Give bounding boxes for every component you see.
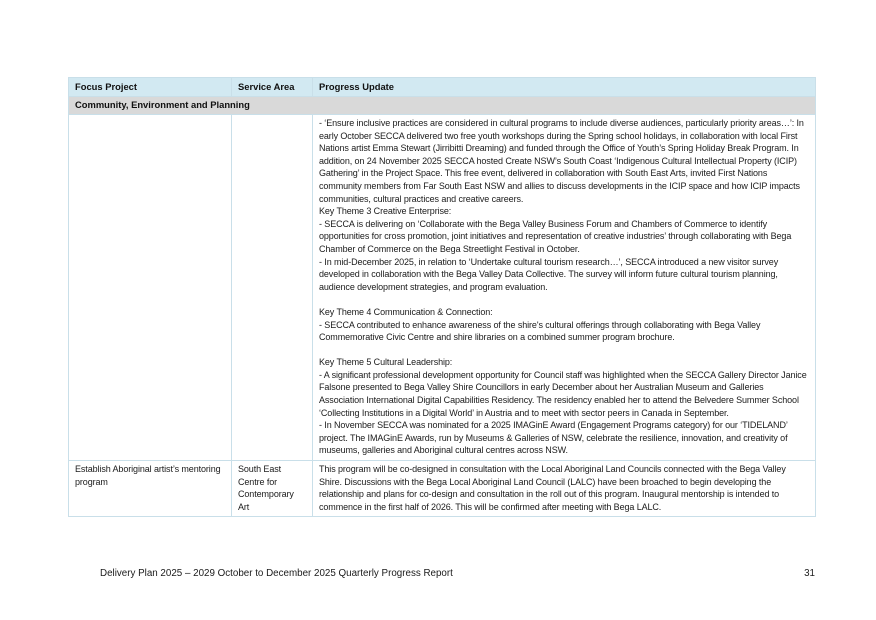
page-number: 31 (804, 568, 815, 579)
section-row (69, 97, 816, 115)
table-row (69, 461, 816, 517)
table-row (69, 115, 816, 461)
progress-paragraph: Key Theme 3 Creative Enterprise: (319, 206, 452, 217)
focus-project-cell (69, 115, 232, 461)
progress-update-cell (313, 115, 816, 461)
progress-paragraph: - In November SECCA was nominated for a 2025 IMAGinE Award (Engagement Programs category) for our ‘TIDELAND’ project. The IMAGinE Awards, run by Museums & Galleries of NSW, celebrate the resilience, innovation, and creativity of museums, galleries and Aboriginal cultural centres across NSW. (319, 420, 788, 456)
progress-paragraph (319, 344, 809, 357)
progress-paragraph: - ‘Ensure inclusive practices are considered in cultural programs to include diverse audiences, particularly priority areas…’: In early October SECCA delivered two free youth workshops during the Spring school holidays, in collaboration with local First Nations artist Emma Stewart (Jirribitti Dreaming) and funded through the Office of Youth’s Spring Holiday Break Program. In addition, on 24 November 2025 SECCA hosted Create NSW’s South Coast ‘Indigenous Cultural Intellectual Property (ICIP) Gathering’ in the Project Space. This free event, delivered in collaboration with South East Arts, invited First Nations community members from Far South East NSW and allies to discuss developments in the ICIP space and how ICIP impacts communities, cultural practices and creative careers. (319, 118, 804, 204)
section-title: Community, Environment and Planning (69, 97, 816, 115)
progress-paragraph: Key Theme 5 Cultural Leadership: (319, 357, 453, 368)
progress-paragraph: This program will be co-designed in consultation with the Local Aboriginal Land Councils connected with the Bega Valley Shire. Discussions with the Bega Local Aboriginal Land Council (LALC) have been broached to begin developing the relationship and plans for co-design and consultation in the roll out of this program. Inaugural mentorship is intended to commence in the first half of 2026. This will be confirmed after meeting with Bega LALC. (319, 464, 786, 512)
footer-report-title: Delivery Plan 2025 – 2029 October to December 2025 Quarterly Progress Report (100, 568, 453, 579)
progress-paragraph: Key Theme 4 Communication & Connection: (319, 306, 493, 317)
focus-project-cell: Establish Aboriginal artist’s mentoring program (69, 461, 232, 517)
progress-paragraph: - A significant professional development opportunity for Council staff was highlighted when the SECCA Gallery Director Janice Falsone presented to Bega Valley Shire Councillors in early December about her Australian Museum and Galleries Association International Digital Capabilities Residency. The residency enabled her to attend the Belvedere Summer School ‘Collecting Institutions in a Digital World’ in Austria and to meet with sector peers in Canada in September. (319, 369, 807, 418)
page-footer (100, 568, 815, 579)
progress-paragraph: - SECCA contributed to enhance awareness of the shire's cultural offerings through collaborating with Bega Valley Commemorative Civic Centre and shire libraries on a combined summer program brochure. (319, 319, 761, 343)
service-area-cell: South East Centre for Contemporary Art (232, 461, 313, 517)
progress-paragraph: - SECCA is delivering on ‘Collaborate with the Bega Valley Business Forum and Chambers of Commerce to identify opportunities for cross promotion, joint initiatives and representation of creative industries’ through collaborating with Bega Chamber of Commerce on the Bega Streetlight Festival in October. (319, 218, 792, 254)
col-header-focus-project: Focus Project (69, 78, 232, 97)
service-area-cell (232, 115, 313, 461)
progress-update-cell (313, 461, 816, 517)
col-header-progress-update: Progress Update (313, 78, 816, 97)
table-header-row (69, 78, 816, 97)
progress-paragraph: - In mid-December 2025, in relation to ‘Undertake cultural tourism research…’, SECCA introduced a new visitor survey developed in collaboration with the Bega Valley Data Collective. The survey will inform future cultural tourism planning, audience development strategies, and program evaluation. (319, 256, 779, 292)
col-header-service-area: Service Area (232, 78, 313, 97)
progress-paragraph (319, 293, 809, 306)
progress-table (68, 77, 816, 517)
